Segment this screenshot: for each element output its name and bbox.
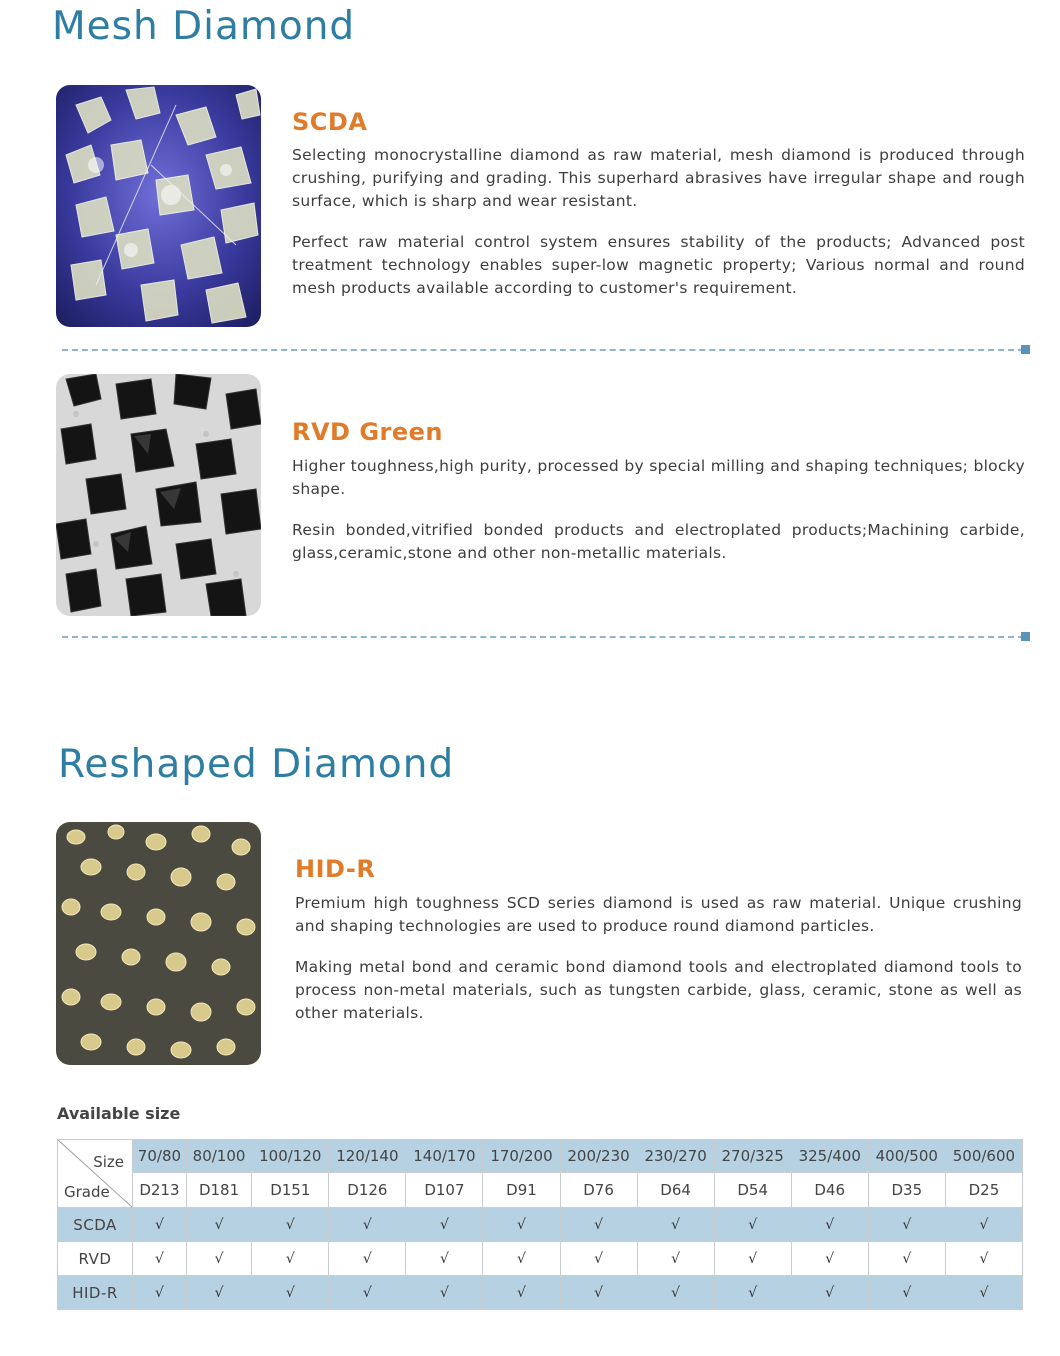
- availability-check: √: [637, 1208, 714, 1242]
- rvd-green-photo: [56, 374, 261, 616]
- size-cell: 270/325: [714, 1140, 791, 1173]
- availability-check: √: [483, 1208, 560, 1242]
- availability-check: √: [252, 1242, 329, 1276]
- hid-r-photo: [56, 822, 261, 1065]
- availability-check: √: [186, 1208, 251, 1242]
- availability-check: √: [133, 1208, 187, 1242]
- availability-check: √: [252, 1208, 329, 1242]
- d-code-cell: D25: [945, 1173, 1022, 1208]
- scda-paragraph-1: Selecting monocrystalline diamond as raw material, mesh diamond is produced through crushing, purifying and grading. This superhard abrasives have irregular shape and rough surface, which is sharp and wear resistant.: [292, 146, 1025, 210]
- hid-r-description: [295, 892, 1022, 1043]
- size-cell: 400/500: [868, 1140, 945, 1173]
- d-code-cell: D151: [252, 1173, 329, 1208]
- size-cell: 120/140: [329, 1140, 406, 1173]
- available-size-heading: Available size: [57, 1104, 181, 1123]
- rvd-green-paragraph-2: Resin bonded,vitrified bonded products and electroplated products;Machining carbide, glass,ceramic,stone and other non-metallic materials.: [292, 521, 1025, 562]
- corner-grade-label: Grade: [64, 1183, 110, 1201]
- d-code-cell: D126: [329, 1173, 406, 1208]
- d-code-cell: D64: [637, 1173, 714, 1208]
- availability-check: √: [714, 1276, 791, 1310]
- hid-r-title: HID-R: [295, 855, 376, 883]
- grade-row-rvd: [58, 1242, 1023, 1276]
- availability-check: √: [791, 1242, 868, 1276]
- availability-check: √: [945, 1242, 1022, 1276]
- d-code-cell: D76: [560, 1173, 637, 1208]
- availability-check: √: [329, 1276, 406, 1310]
- size-cell: 100/120: [252, 1140, 329, 1173]
- availability-check: √: [252, 1276, 329, 1310]
- size-cell: 500/600: [945, 1140, 1022, 1173]
- availability-check: √: [406, 1208, 483, 1242]
- d-code-cell: D54: [714, 1173, 791, 1208]
- scda-photo: [56, 85, 261, 327]
- scda-title: SCDA: [292, 108, 368, 136]
- divider-1: [62, 349, 1024, 351]
- size-cell: 140/170: [406, 1140, 483, 1173]
- availability-check: √: [560, 1276, 637, 1310]
- table-corner-cell: [58, 1140, 133, 1208]
- availability-check: √: [483, 1276, 560, 1310]
- grade-row-hid-r: [58, 1276, 1023, 1310]
- availability-check: √: [133, 1276, 187, 1310]
- d-code-cell: D35: [868, 1173, 945, 1208]
- availability-check: √: [637, 1276, 714, 1310]
- availability-check: √: [714, 1242, 791, 1276]
- availability-check: √: [560, 1208, 637, 1242]
- availability-check: √: [329, 1208, 406, 1242]
- availability-check: √: [868, 1276, 945, 1310]
- size-cell: 325/400: [791, 1140, 868, 1173]
- grade-name-cell: RVD: [58, 1242, 133, 1276]
- availability-check: √: [868, 1242, 945, 1276]
- hid-r-paragraph-1: Premium high toughness SCD series diamond is used as raw material. Unique crushing and shaping technologies are used to produce round diamond particles.: [295, 894, 1022, 935]
- size-cell: 200/230: [560, 1140, 637, 1173]
- availability-check: √: [714, 1208, 791, 1242]
- availability-check: √: [791, 1276, 868, 1310]
- grade-name-cell: SCDA: [58, 1208, 133, 1242]
- size-table: [57, 1139, 1023, 1310]
- availability-check: √: [406, 1242, 483, 1276]
- rvd-green-description: [292, 455, 1025, 583]
- availability-check: √: [186, 1276, 251, 1310]
- size-cell: 230/270: [637, 1140, 714, 1173]
- availability-check: √: [945, 1208, 1022, 1242]
- availability-check: √: [637, 1242, 714, 1276]
- rvd-green-paragraph-1: Higher toughness,high purity, processed by special milling and shaping techniques; blocky shape.: [292, 457, 1025, 498]
- size-cell: 80/100: [186, 1140, 251, 1173]
- size-cell: 170/200: [483, 1140, 560, 1173]
- availability-check: √: [868, 1208, 945, 1242]
- availability-check: √: [186, 1242, 251, 1276]
- size-header-row: [58, 1140, 1023, 1173]
- rvd-green-title: RVD Green: [292, 418, 444, 446]
- size-cell: 70/80: [133, 1140, 187, 1173]
- grade-name-cell: HID-R: [58, 1276, 133, 1310]
- divider-2: [62, 636, 1024, 638]
- d-code-cell: D107: [406, 1173, 483, 1208]
- d-code-cell: D213: [133, 1173, 187, 1208]
- availability-check: √: [483, 1242, 560, 1276]
- scda-paragraph-2: Perfect raw material control system ensures stability of the products; Advanced post treatment technology enables super-low magnetic property; Various normal and round mesh products available according to customer's requirement.: [292, 233, 1025, 297]
- d-code-cell: D46: [791, 1173, 868, 1208]
- availability-check: √: [406, 1276, 483, 1310]
- availability-check: √: [329, 1242, 406, 1276]
- availability-check: √: [791, 1208, 868, 1242]
- d-code-row: [58, 1173, 1023, 1208]
- availability-check: √: [945, 1276, 1022, 1310]
- availability-check: √: [560, 1242, 637, 1276]
- section-title-reshaped: Reshaped Diamond: [58, 742, 455, 787]
- availability-check: √: [133, 1242, 187, 1276]
- hid-r-paragraph-2: Making metal bond and ceramic bond diamond tools and electroplated diamond tools to process non-metal materials, such as tungsten carbide, glass, ceramic, stone as well as other materials.: [295, 958, 1022, 1022]
- d-code-cell: D91: [483, 1173, 560, 1208]
- section-title-mesh: Mesh Diamond: [52, 4, 356, 49]
- corner-size-label: Size: [93, 1153, 124, 1171]
- d-code-cell: D181: [186, 1173, 251, 1208]
- grade-row-scda: [58, 1208, 1023, 1242]
- scda-description: [292, 144, 1025, 318]
